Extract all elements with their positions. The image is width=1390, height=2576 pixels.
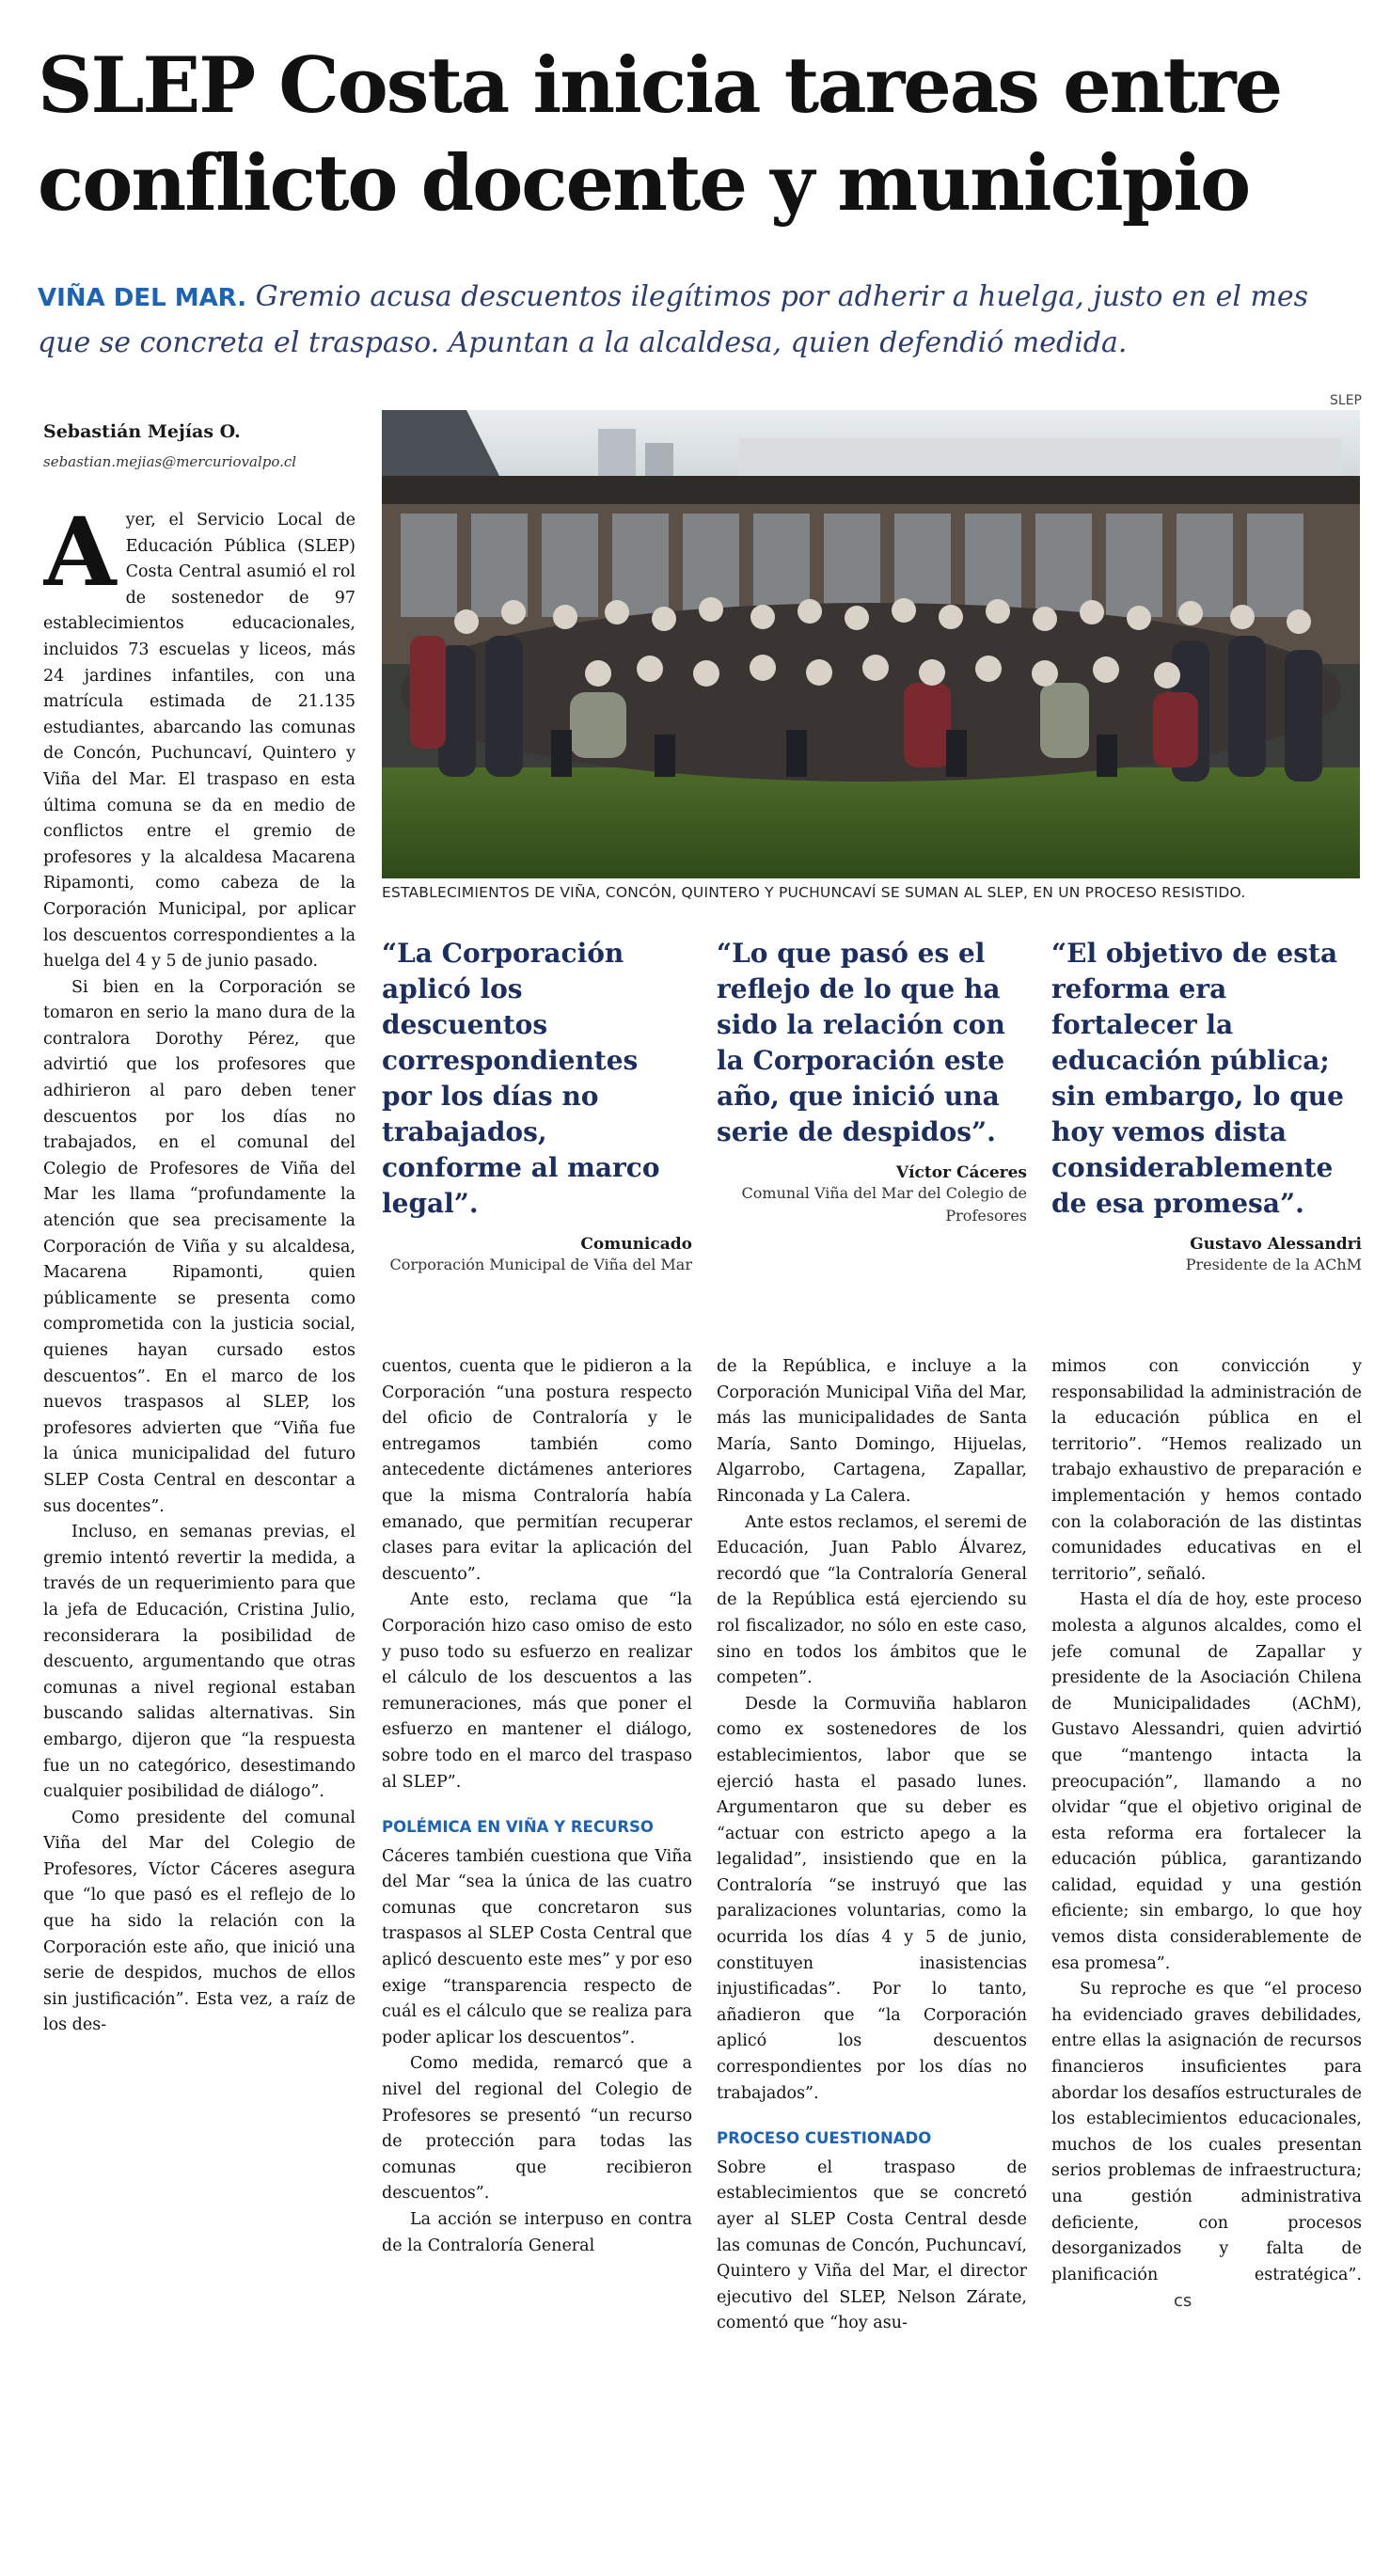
- headline-line-1: SLEP Costa inicia tareas entre: [38, 41, 1282, 131]
- drop-cap: A: [43, 508, 117, 608]
- pull-quote-name: Gustavo Alessandri: [1190, 1235, 1362, 1254]
- article-column-1: [43, 508, 355, 2530]
- article-column-2: [382, 1354, 692, 2539]
- section-subhead: POLÉMICA EN VIÑA Y RECURSO: [382, 1818, 654, 1837]
- article-paragraph: Ante esto, reclama que “la Corporación hizo caso omiso de esto y puso todo su esfuerzo en realizar el cálculo de los descuentos a las remuneraciones, más que poner el esfuerzo en mantener el diálogo, sobre todo en el marco del traspaso al SLEP”.: [382, 1590, 692, 1792]
- article-paragraph: mimos con convicción y responsabilidad la administración de la educación pública en el territorio”. “Hemos realizado un trabajo exhaustivo de preparación e implementación y hemos contado con la colaboración de las distintas comunidades educativas en el territorio”, señaló.: [1051, 1357, 1362, 1584]
- photo-credit: SLEP: [1330, 393, 1362, 408]
- pull-quote-name: Víctor Cáceres: [895, 1163, 1027, 1182]
- article-paragraph: Como medida, remarcó que a nivel del regional del Colegio de Profesores se presentó “un recurso de protección para todas las comunas que recibieron descuentos”.: [382, 2054, 692, 2204]
- pull-quote-1: [382, 936, 692, 1276]
- article-paragraph: Desde la Cormuviña hablaron como ex sostenedores de los establecimientos, labor que se ejerció hasta el pasado lunes. Argumentaron que su deber es “actuar con estricto apego a la legalidad”, insistiendo que en la Contraloría “se instruyó que las paralizaciones voluntarias, como la ocurrida los días 4 y 5 de junio, constituyen inasistencias injustificadas”. Por lo tanto, añadieron que “la Corporación aplicó los descuentos correspondientes por los días no trabajados”.: [717, 1694, 1027, 2103]
- end-mark: cs: [1174, 2291, 1193, 2312]
- pull-quote-text: “La Corporación aplicó los descuentos correspondientes por los días no trabajados, conforme al marco legal”.: [382, 938, 660, 1219]
- pull-quote-2: [717, 936, 1027, 1227]
- article-paragraph: de la República, e incluye a la Corporación Municipal Viña del Mar, más las municipalidades de Santa María, Santo Domingo, Hijuelas, Algarrobo, Cartagena, Zapallar, Rinconada y La Calera.: [717, 1357, 1027, 1506]
- pull-quote-3: [1051, 936, 1362, 1276]
- article-paragraph: Su reproche es que “el proceso ha evidenciado graves debilidades, entre ellas la asignación de recursos financieros insuficientes para abordar los desafíos estructurales de los establecimientos educacionales, muchos de los cuales presentan serios problemas de infraestructura; una gestión administrativa deficiente, con procesos desorganizados y falta de planificación estratégica”.cs: [1051, 1977, 1362, 2315]
- article-paragraph: Ayer, el Servicio Local de Educación Pública (SLEP) Costa Central asumió el rol de sostenedor de 97 establecimientos educacionales, incluidos 73 escuelas y liceos, más 24 jardines infantiles, con una matrícula estimada de 21.135 estudiantes, abarcando las comunas de Concón, Puchuncaví, Quintero y Viña del Mar. El traspaso en esta última comuna se da en medio de conflictos entre el gremio de profesores y la alcaldesa Macarena Ripamonti, como cabeza de la Corporación Municipal, por aplicar los descuentos correspondientes a la huelga del 4 y 5 de junio pasado.: [43, 508, 355, 972]
- section-subhead: PROCESO CUESTIONADO: [717, 2129, 932, 2148]
- article-paragraph: Cáceres también cuestiona que Viña del Mar “sea la única de las cuatro comunas que concretaron sus traspasos al SLEP Costa Central que aplicó descuento este mes” y por eso exige “transparencia respecto de cuál es el cálculo que se realiza para poder aplicar los descuentos”.: [382, 1846, 692, 2047]
- pull-quote-text: “El objetivo de esta reforma era fortalecer la educación pública; sin embargo, lo que hoy vemos dista considerablemente de esa promesa”.: [1051, 938, 1344, 1219]
- lead-text: Gremio acusa descuentos ilegítimos por adherir a huelga, justo en el mes que se concreta el traspaso. Apuntan a la alcaldesa, quien defendió medida.: [38, 280, 1309, 359]
- article-paragraph: La acción se interpuso en contra de la Contraloría General: [382, 2210, 692, 2255]
- byline-email: sebastian.mejias@mercuriovalpo.cl: [43, 453, 297, 470]
- pull-quote-name: Comunicado: [580, 1235, 692, 1254]
- pull-quote-role: Presidente de la AChM: [1185, 1256, 1362, 1273]
- article-column-3: [717, 1354, 1027, 2539]
- article-paragraph: Como presidente del comunal Viña del Mar del Colegio de Profesores, Víctor Cáceres asegura que “lo que pasó es el reflejo de lo que ha sido la relación con la Corporación este año, que inició una serie de despidos, muchos de ellos sin justificación”. Esta vez, a raíz de los des-: [43, 1808, 355, 2035]
- article-paragraph: Si bien en la Corporación se tomaron en serio la mano dura de la contralora Dorothy Pérez, que advirtió que los profesores que adhirieron al paro deben tener descuentos por los días no trabajados, en el comunal del Colegio de Profesores de Viña del Mar les llama “profundamente la atención que sea precisamente la Corporación de Viña y su alcaldesa, Macarena Ripamonti, quien públicamente se presenta como comprometida con la justicia social, quienes hayan cursado estos descuentos”. En el marco de los nuevos traspasos al SLEP, los profesores advierten que “Viña fue la única municipalidad del futuro SLEP Costa Central en descontar a sus docentes”.: [43, 977, 355, 1516]
- article-paragraph: Incluso, en semanas previas, el gremio intentó revertir la medida, a través de un requerimiento para que la jefa de Educación, Cristina Julio, reconsiderara la posibilidad de descuento, argumentando que otras comunas a nivel regional estaban buscando salidas alternativas. Sin embargo, dijeron que “la respuesta fue un no categórico, desestimando cualquier posibilidad de diálogo”.: [43, 1523, 355, 1802]
- pull-quote-role: Comunal Viña del Mar del Colegio de Profesores: [741, 1184, 1027, 1225]
- article-paragraph: Ante estos reclamos, el seremi de Educación, Juan Pablo Álvarez, recordó que “la Contraloría General de la República está ejerciendo su rol fiscalizador, no sólo en este caso, sino en todos los ámbitos que le competen”.: [717, 1512, 1027, 1688]
- article-paragraph: Sobre el traspaso de establecimientos que se concretó ayer al SLEP Costa Central desde las comunas de Concón, Puchuncaví, Quintero y Viña del Mar, el director ejecutivo del SLEP, Nelson Zárate, comentó que “hoy asu-: [717, 2157, 1027, 2333]
- byline-author: Sebastián Mejías O.: [43, 421, 241, 442]
- lead-paragraph: [38, 275, 1364, 366]
- headline: [38, 38, 1373, 233]
- article-column-4: [1051, 1354, 1362, 2549]
- headline-line-2: conflicto docente y municipio: [38, 139, 1250, 229]
- pull-quote-role: Corporación Municipal de Viña del Mar: [389, 1256, 692, 1273]
- article-paragraph: cuentos, cuenta que le pidieron a la Corporación “una postura respecto del oficio de Contraloría y le entregamos también como antecedente dictámenes anteriores que la misma Contraloría había emanado, que permitían recuperar clases para evitar la aplicación del descuento”.: [382, 1357, 692, 1584]
- pull-quote-text: “Lo que pasó es el reflejo de lo que ha sido la relación con la Corporación este año, que inició una serie de despidos”.: [717, 938, 1005, 1147]
- lead-location: VIÑA DEL MAR.: [38, 284, 247, 312]
- article-paragraph: Hasta el día de hoy, este proceso molesta a algunos alcaldes, como el jefe comunal de Zapallar y presidente de la Asociación Chilena de Municipalidades (AChM), Gustavo Alessandri, quien advirtió que “mantengo intacta la preocupación”, llamando a no olvidar “que el objetivo original de esta reforma era fortalecer la educación pública, garantizando calidad, equidad y una gestión eficiente; sin embargo, lo que hoy vemos dista considerablemente de esa promesa”.: [1051, 1590, 1362, 1973]
- group-photo: [382, 410, 1360, 878]
- photo-caption: ESTABLECIMIENTOS DE VIÑA, CONCÓN, QUINTERO Y PUCHUNCAVÍ SE SUMAN AL SLEP, EN UN PROCESO RESISTIDO.: [382, 884, 1246, 901]
